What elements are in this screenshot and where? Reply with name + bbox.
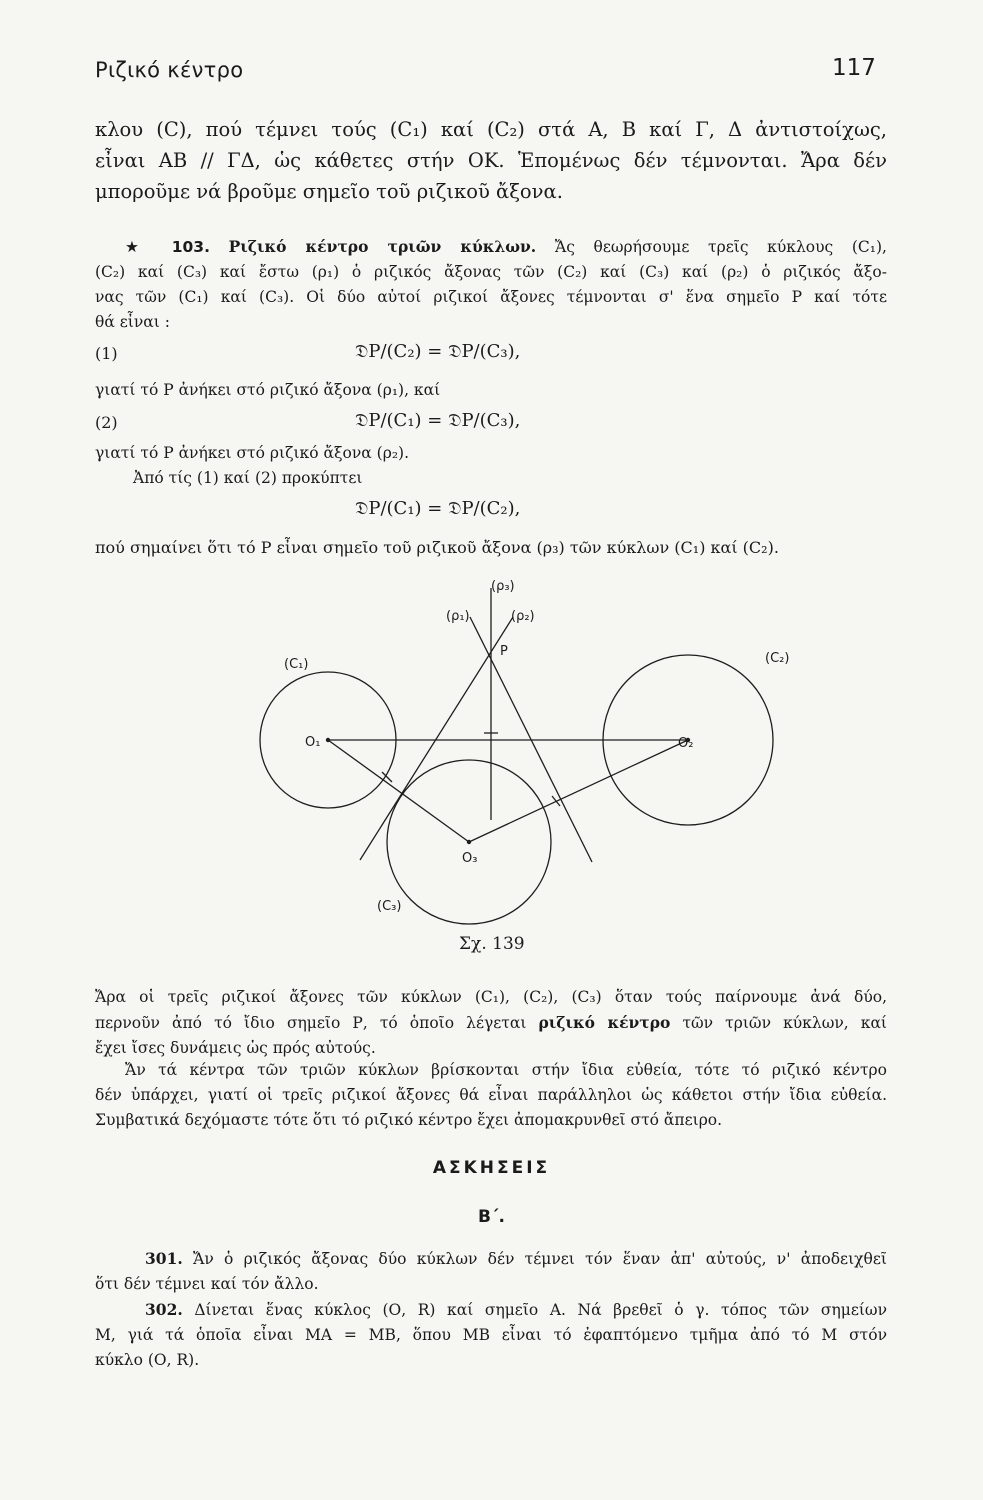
section-number: ★ 103. [125,238,210,256]
section-103 [95,234,887,335]
text-fragment: περνοῦν ἀπό τό ἴδιο σημεῖο Ρ, τό ὁποῖο λέγεται [95,1014,527,1032]
exercise-302 [95,1297,887,1373]
text-line: κλου (C), πού τέμνει τούς (C₁) καί (C₂) στά Α, Β καί Γ, Δ ἀντιστοίχως, [95,118,887,141]
text-line: κύκλο (Ο, R). [95,1351,200,1369]
figure-caption: Σχ. 139 [459,934,525,954]
section-title: Ριζικό κέντρο τριῶν κύκλων. [228,237,537,256]
running-header-title: Ριζικό κέντρο [95,58,244,82]
exercise-number: 302. [145,1300,183,1319]
conclusion-line: πού σημαίνει ὅτι τό Ρ εἶναι σημεῖο τοῦ ριζικοῦ ἄξονα (ρ₃) τῶν κύκλων (C₁) καί (C₂). [95,538,779,557]
summary-paragraph-1 [95,985,887,1061]
text-fragment: Δίνεται ἕνας κύκλος (Ο, R) καί σημεῖο Α. Νά βρεθεῖ ὁ γ. τόπος τῶν σημείων [194,1301,887,1319]
tick-mark [552,796,560,806]
intro-paragraph [95,114,887,207]
line-o2-o3 [469,740,688,842]
text-line: Ἄν τά κέντρα τῶν τριῶν κύκλων βρίσκονται στήν ἴδια εὐθεία, τότε τό ριζικό κέντρο [125,1061,887,1079]
exercise-301 [95,1246,887,1297]
defined-term: ριζικό κέντρο [538,1013,671,1032]
equation-3: 𝔇Ρ/(C₁) = 𝔇Ρ/(C₂), [355,498,521,519]
text-line: ὅτι δέν τέμνει καί τόν ἄλλο. [95,1275,319,1293]
section-heading-line [95,234,887,260]
equation-label-1: (1) [95,344,118,363]
text-line: Ἄρα οἱ τρεῖς ριζικοί ἄξονες τῶν κύκλων (C₁), (C₂), (C₃) ὅταν τούς παίρνουμε ἀνά δύο, [95,988,887,1006]
text-line: (C₂) καί (C₃) καί ἔστω (ρ₁) ὁ ριζικός ἄξονας τῶν (C₂) καί (C₃) καί (ρ₂) ὁ ριζικός ἄξο- [95,263,887,281]
label-c1: (C₁) [284,657,309,672]
from-text: Ἀπό τίς (1) καί (2) προκύπτει [133,469,363,487]
equation-1: 𝔇Ρ/(C₂) = 𝔇Ρ/(C₃), [355,341,521,362]
exercises-title: ΑΣΚΗΣΕΙΣ [432,1158,551,1178]
label-c2: (C₂) [765,651,790,666]
text-line: ἔχει ἴσες δυνάμεις ὡς πρός αὐτούς. [95,1039,376,1057]
page-number: 117 [832,55,876,81]
text-fragment: τῶν τριῶν κύκλων, καί [682,1014,887,1032]
text-line: εἶναι ΑΒ // ΓΔ, ὡς κάθετες στήν ΟΚ. Ἑπομένως δέν τέμνονται. Ἄρα δέν [95,149,887,172]
exercise-number: 301. [145,1249,183,1268]
text-line [95,1010,887,1036]
label-c3: (C₃) [377,899,402,914]
text-fragment: Ἄν ὁ ριζικός ἄξονας δύο κύκλων δέν τέμνει τόν ἕναν ἀπ' αὐτούς, ν' ἀποδειχθεῖ [193,1250,887,1268]
text-line: Συμβατικά δεχόμαστε τότε ὅτι τό ριζικό κέντρο ἔχει ἀπομακρυνθεῖ στό ἄπειρο. [95,1111,723,1129]
label-p: P [500,644,508,659]
text-line: Μ, γιά τά ὁποῖα εἶναι ΜΑ = ΜΒ, ὅπου ΜΒ εἶναι τό ἐφαπτόμενο τμῆμα ἀπό τό Μ στόν [95,1326,887,1344]
label-o3: O₃ [462,851,478,866]
radical-axis-rho2 [360,617,513,860]
point-o3 [467,840,471,844]
after-equation-2: γιατί τό Ρ ἀνήκει στό ριζικό ἄξονα (ρ₂). [95,444,410,462]
equation-2: 𝔇Ρ/(C₁) = 𝔇Ρ/(C₃), [355,410,521,431]
label-o1: O₁ [305,735,321,750]
label-o2: O₂ [678,736,694,751]
text-line: μποροῦμε νά βροῦμε σημεῖο τοῦ ριζικοῦ ἄξονα. [95,180,563,203]
summary-paragraph-2 [95,1058,887,1133]
label-rho1: (ρ₁) [446,609,470,624]
line-o1-o3 [328,740,469,842]
text-line: θά εἶναι : [95,313,170,331]
text-line [95,1246,887,1272]
text-line [95,1297,887,1323]
figure-139 [250,572,890,932]
equation-label-2: (2) [95,413,118,432]
after-equation-1: γιατί τό Ρ ἀνήκει στό ριζικό ἄξονα (ρ₁), καί [95,381,441,399]
label-rho3: (ρ₃) [491,579,515,594]
label-rho2: (ρ₂) [511,609,535,624]
text-line: δέν ὑπάρχει, γιατί οἱ τρεῖς ριζικοί ἄξονες θά εἶναι παράλληλοι ὡς κάθετοι στήν ἴδια εὐθεία. [95,1086,887,1104]
text-line: νας τῶν (C₁) καί (C₃). Οἱ δύο αὐτοί ριζικοί ἄξονες τέμνονται σ' ἕνα σημεῖο Ρ καί τότε [95,288,887,306]
exercises-subtitle: Β΄. [478,1207,505,1227]
section-first-line-rest: Ἄς θεωρήσουμε τρεῖς κύκλους (C₁), [554,238,887,256]
point-o1 [326,738,330,742]
